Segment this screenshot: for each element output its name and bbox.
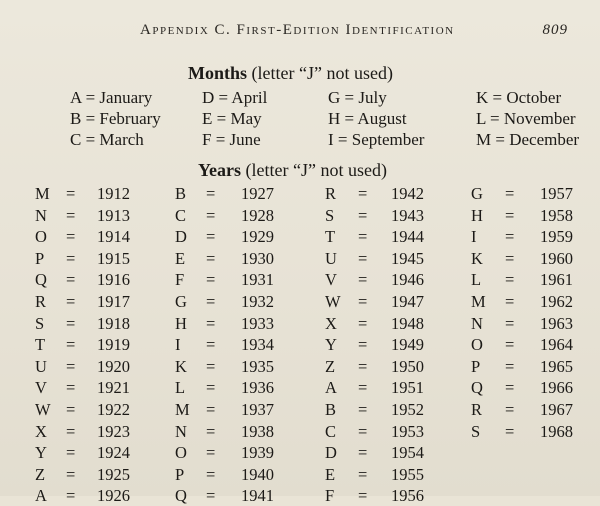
equals-sign: = [358,400,368,419]
equals-sign: = [66,270,76,290]
equals-sign: = [505,184,515,203]
equals-sign: = [206,248,216,268]
year-letter: Q [35,270,47,290]
year-letter: P [471,356,481,376]
year-value: 1947 [391,292,424,311]
year-letter: I [175,335,181,355]
equals-sign: = [358,292,368,311]
equals-sign: = [505,205,515,225]
equals-sign: = [505,248,515,268]
equals-sign: = [505,400,515,419]
years-heading [198,160,387,181]
equals-sign: = [66,400,76,419]
year-value: 1916 [97,270,130,290]
equals-sign: = [358,313,368,333]
year-letter: D [175,227,187,247]
year-letter: K [175,356,187,376]
year-value: 1962 [540,292,573,311]
year-letter: S [35,313,45,333]
year-value: 1951 [391,378,424,398]
year-letter: L [175,378,186,398]
year-letter: H [175,313,187,333]
month-entry: B = February [70,109,161,128]
equals-sign: = [505,313,515,333]
equals-sign: = [505,270,515,290]
year-letter: W [35,400,51,419]
month-entry: I = September [328,130,425,149]
year-value: 1937 [241,400,274,419]
equals-sign: = [66,356,76,376]
year-value: 1966 [540,378,573,398]
year-letter: G [175,292,187,311]
year-letter: I [471,227,477,247]
equals-sign: = [66,205,76,225]
year-value: 1960 [540,248,573,268]
year-letter: R [325,184,337,203]
equals-sign: = [206,313,216,333]
year-letter: T [325,227,336,247]
year-letter: N [471,313,483,333]
year-value: 1927 [241,184,274,203]
year-value: 1938 [241,421,274,441]
month-entry: F = June [202,130,261,149]
equals-sign: = [66,486,76,506]
year-value: 1943 [391,205,424,225]
year-value: 1958 [540,205,573,225]
year-value: 1929 [241,227,274,247]
year-value: 1959 [540,227,573,247]
year-letter: R [35,292,47,311]
months-heading [188,63,393,84]
equals-sign: = [66,335,76,355]
equals-sign: = [206,205,216,225]
equals-sign: = [206,356,216,376]
year-letter: P [35,248,45,268]
year-value: 1930 [241,248,274,268]
year-value: 1919 [97,335,130,355]
equals-sign: = [206,227,216,247]
years-heading-note: (letter “J” not used) [245,160,387,180]
equals-sign: = [358,227,368,247]
month-entry: H = August [328,109,407,128]
month-entry: G = July [328,88,387,107]
year-letter: B [325,400,337,419]
year-letter: K [471,248,483,268]
year-value: 1935 [241,356,274,376]
month-entry: E = May [202,109,262,128]
equals-sign: = [358,378,368,398]
year-value: 1924 [97,443,130,463]
equals-sign: = [206,292,216,311]
year-value: 1953 [391,421,424,441]
year-letter: E [325,464,336,484]
year-letter: D [325,443,337,463]
months-heading-note: (letter “J” not used) [251,63,393,83]
equals-sign: = [358,184,368,203]
equals-sign: = [358,335,368,355]
equals-sign: = [66,313,76,333]
year-letter: U [35,356,47,376]
year-letter: R [471,400,483,419]
year-letter: Y [35,443,47,463]
equals-sign: = [358,421,368,441]
year-letter: N [175,421,187,441]
month-entry: M = December [476,130,580,149]
year-letter: G [471,184,483,203]
month-entry: C = March [70,130,144,149]
year-value: 1926 [97,486,130,506]
year-letter: Q [175,486,187,506]
equals-sign: = [66,378,76,398]
page-number: 809 [542,22,568,38]
year-letter: Q [471,378,483,398]
year-value: 1940 [241,464,274,484]
year-value: 1922 [97,400,130,419]
equals-sign: = [206,400,216,419]
year-value: 1956 [391,486,424,506]
year-value: 1965 [540,356,573,376]
year-value: 1964 [540,335,573,355]
equals-sign: = [358,464,368,484]
year-value: 1957 [540,184,573,203]
year-letter: Y [325,335,337,355]
equals-sign: = [358,356,368,376]
equals-sign: = [66,464,76,484]
equals-sign: = [206,443,216,463]
year-value: 1955 [391,464,424,484]
year-letter: L [471,270,482,290]
year-value: 1945 [391,248,424,268]
year-letter: A [35,486,47,506]
year-letter: M [471,292,486,311]
month-entry: D = April [202,88,268,107]
year-letter: Z [325,356,336,376]
equals-sign: = [66,248,76,268]
year-letter: T [35,335,46,355]
year-letter: H [471,205,483,225]
year-value: 1944 [391,227,424,247]
year-value: 1967 [540,400,573,419]
year-letter: S [325,205,335,225]
year-value: 1934 [241,335,274,355]
equals-sign: = [206,486,216,506]
equals-sign: = [358,248,368,268]
equals-sign: = [66,443,76,463]
year-value: 1946 [391,270,424,290]
equals-sign: = [206,464,216,484]
equals-sign: = [66,184,76,203]
year-value: 1941 [241,486,274,506]
month-entry: A = January [70,88,153,107]
year-letter: C [175,205,187,225]
year-value: 1948 [391,313,424,333]
months-heading-label: Months [188,63,248,83]
year-letter: V [35,378,47,398]
equals-sign: = [206,270,216,290]
year-value: 1968 [540,421,573,441]
equals-sign: = [505,227,515,247]
year-letter: C [325,421,337,441]
year-letter: B [175,184,187,203]
year-value: 1961 [540,270,573,290]
year-value: 1928 [241,205,274,225]
year-value: 1923 [97,421,130,441]
equals-sign: = [505,356,515,376]
year-value: 1936 [241,378,274,398]
equals-sign: = [206,335,216,355]
year-value: 1949 [391,335,424,355]
year-value: 1963 [540,313,573,333]
year-letter: U [325,248,337,268]
equals-sign: = [66,292,76,311]
year-value: 1931 [241,270,274,290]
year-value: 1942 [391,184,424,203]
year-letter: S [471,421,481,441]
year-value: 1915 [97,248,130,268]
year-letter: V [325,270,337,290]
year-letter: Z [35,464,46,484]
year-value: 1954 [391,443,424,463]
year-value: 1939 [241,443,274,463]
year-letter: M [35,184,50,203]
year-value: 1952 [391,400,424,419]
equals-sign: = [505,421,515,441]
year-letter: X [35,421,47,441]
equals-sign: = [358,270,368,290]
year-value: 1925 [97,464,130,484]
year-letter: X [325,313,337,333]
year-letter: N [35,205,47,225]
equals-sign: = [66,227,76,247]
year-value: 1933 [241,313,274,333]
year-value: 1912 [97,184,130,203]
year-letter: W [325,292,341,311]
year-value: 1920 [97,356,130,376]
equals-sign: = [206,184,216,203]
year-letter: O [35,227,47,247]
year-value: 1921 [97,378,130,398]
equals-sign: = [505,378,515,398]
running-head [140,22,570,39]
running-head-title: Appendix C. First-Edition Identification [140,22,455,38]
year-letter: E [175,248,186,268]
years-heading-label: Years [198,160,241,180]
month-entry: L = November [476,109,576,128]
year-value: 1913 [97,205,130,225]
year-value: 1914 [97,227,130,247]
year-letter: A [325,378,337,398]
month-entry: K = October [476,88,562,107]
equals-sign: = [505,335,515,355]
year-letter: O [175,443,187,463]
year-value: 1918 [97,313,130,333]
equals-sign: = [206,421,216,441]
year-value: 1917 [97,292,130,311]
equals-sign: = [206,378,216,398]
equals-sign: = [358,486,368,506]
year-letter: O [471,335,483,355]
year-letter: P [175,464,185,484]
equals-sign: = [358,443,368,463]
year-value: 1950 [391,356,424,376]
year-letter: M [175,400,190,419]
equals-sign: = [66,421,76,441]
equals-sign: = [358,205,368,225]
equals-sign: = [505,292,515,311]
year-letter: F [175,270,185,290]
year-value: 1932 [241,292,274,311]
year-letter: F [325,486,335,506]
